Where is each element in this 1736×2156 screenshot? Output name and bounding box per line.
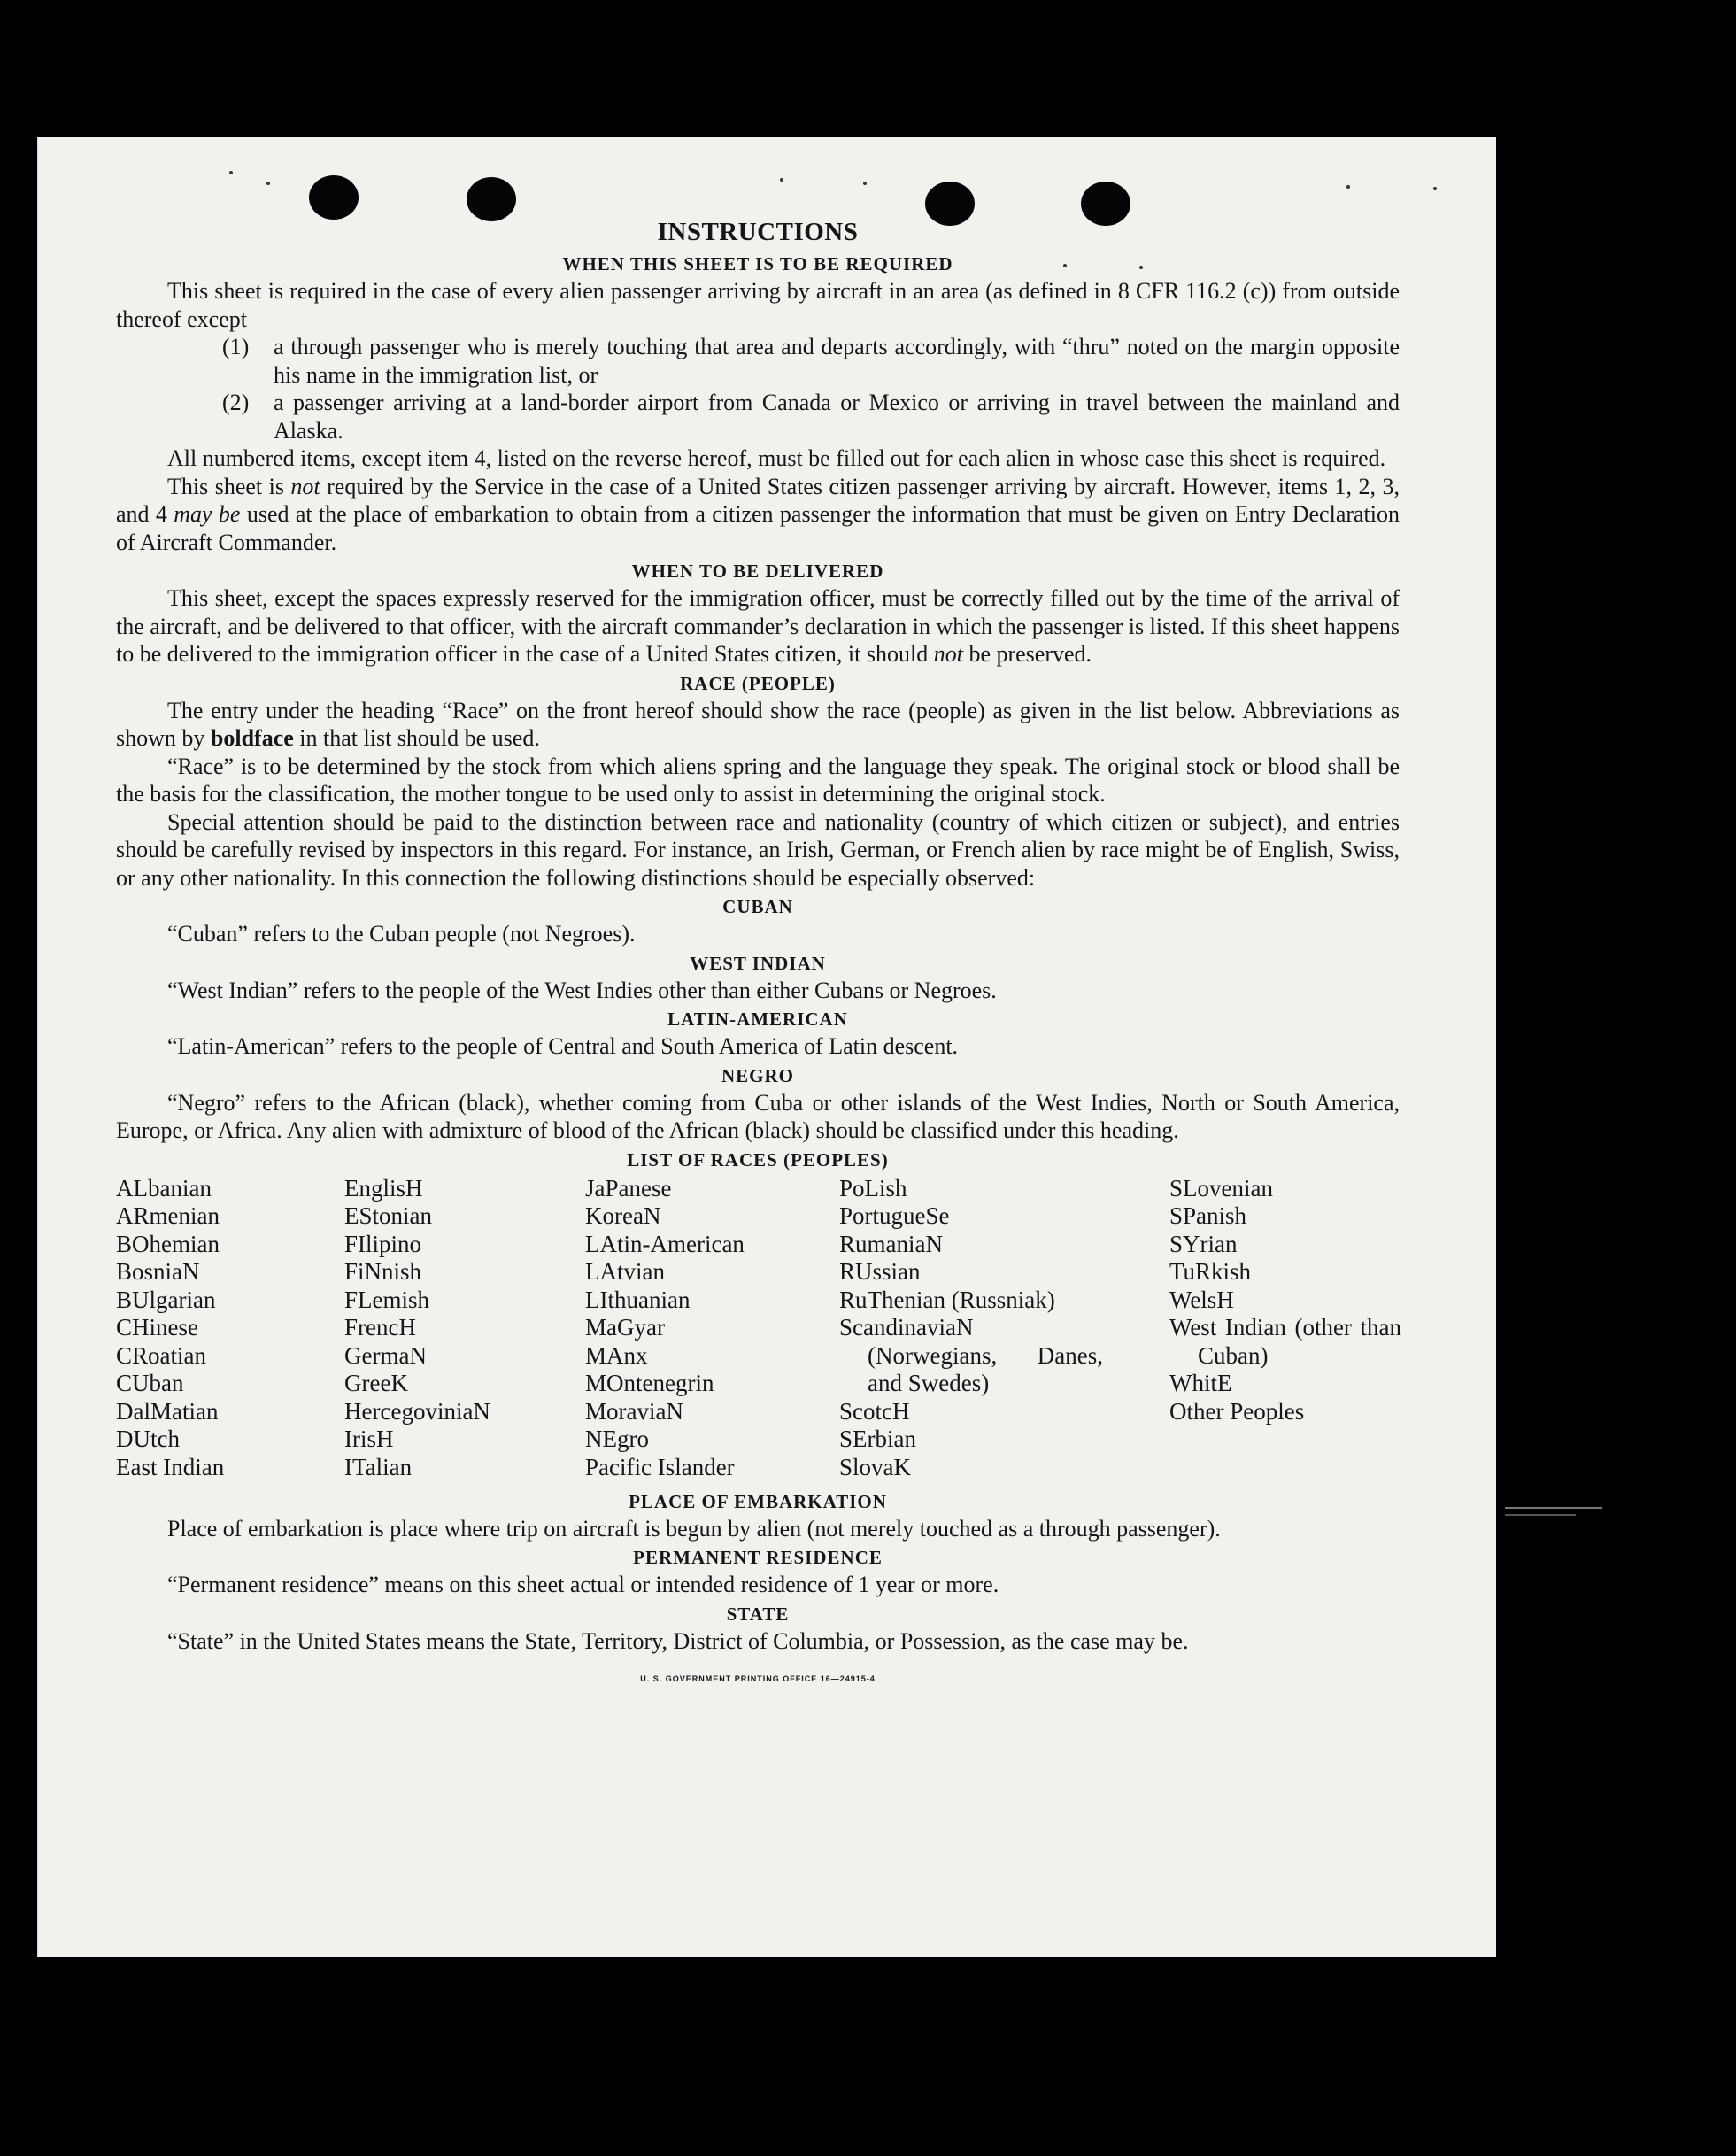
- race-entry: Other Peoples: [1169, 1397, 1305, 1425]
- race-entry: ARmenian: [116, 1202, 220, 1229]
- race-entry: SLovenian: [1169, 1174, 1273, 1202]
- race-entry: HercegoviniaN: [344, 1397, 490, 1425]
- list-text: a passenger arriving at a land-border airport from Canada or Mexico or arriving in travel between the mainland and Alaska.: [274, 390, 1400, 444]
- paragraph: “Race” is to be determined by the stock from which aliens spring and the language they speak. The original stock or blood shall be the basis for the classification, the mother tongue to be used only to assist in determining the original stock.: [116, 753, 1400, 807]
- race-entry: JaPanese: [585, 1174, 672, 1202]
- list-text: a through passenger who is merely touching that area and departs accordingly, with “thru” noted on the margin opposite his name in the immigration list, or: [274, 334, 1400, 388]
- race-entry: West Indian (other than Cuban): [1169, 1314, 1401, 1369]
- races-column: [839, 1175, 1103, 1482]
- heading-latin-american: LATIN-AMERICAN: [667, 1008, 848, 1030]
- race-entry: BosniaN: [116, 1258, 200, 1285]
- printer-imprint: U. S. GOVERNMENT PRINTING OFFICE 16—24915-4: [640, 1674, 876, 1683]
- race-entry: GreeK: [344, 1370, 408, 1396]
- race-entry: CRoatian: [116, 1341, 206, 1369]
- paragraph: Special attention should be paid to the distinction between race and nationality (country of which citizen or subject), and entries should be carefully revised by inspectors in this regard. For instance, an Irish, German, or French alien by race might be of English, Swiss, or any other nationality. In this connection the following distinctions should be especially observed:: [116, 808, 1400, 891]
- list-number: (2): [222, 390, 250, 415]
- race-entry: NEgro: [585, 1426, 649, 1452]
- page-title: INSTRUCTIONS: [657, 218, 859, 246]
- list-item: [222, 389, 1400, 444]
- race-entry: GermaN: [344, 1341, 427, 1369]
- race-entry: SPanish: [1169, 1202, 1247, 1229]
- races-column: [585, 1175, 745, 1482]
- heading-state: STATE: [726, 1603, 790, 1625]
- race-entry: CHinese: [116, 1314, 198, 1341]
- paragraph: All numbered items, except item 4, listed on the reverse hereof, must be filled out for each alien in whose case this sheet is required.: [167, 445, 1386, 471]
- paragraph: “Latin-American” refers to the people of Central and South America of Latin descent.: [167, 1033, 959, 1059]
- paragraph: This sheet, except the spaces expressly reserved for the immigration officer, must be correctly filled out by the time of the arrival of the aircraft, and be delivered to that officer, with the aircraft commander’s declaration in which the passenger is listed. If this sheet happens to be delivered to the immigration officer in the case of a United States citizen, it should not be preserved.: [116, 585, 1400, 667]
- race-entry: MaGyar: [585, 1314, 665, 1341]
- paragraph: “State” in the United States means the State, Territory, District of Columbia, or Possession, as the case may be.: [167, 1627, 1189, 1654]
- race-entry: DUtch: [116, 1426, 180, 1452]
- heading-place-of-embarkation: PLACE OF EMBARKATION: [629, 1490, 887, 1512]
- race-entry: MoraviaN: [585, 1397, 683, 1425]
- heading-race: RACE (PEOPLE): [680, 672, 836, 694]
- race-entry: TuRkish: [1169, 1258, 1252, 1285]
- race-entry: East Indian: [116, 1453, 225, 1480]
- paragraph: “West Indian” refers to the people of the West Indies other than either Cubans or Negroes.: [167, 977, 997, 1003]
- paragraph: This sheet is not required by the Service in the case of a United States citizen passenger arriving by aircraft. However, items 1, 2, 3, and 4 may be used at the place of embarkation to obtain from a citizen passenger the information that must be given on Entry Declaration of Aircraft Commander.: [116, 473, 1400, 555]
- race-entry: KoreaN: [585, 1202, 661, 1229]
- punch-hole: [309, 175, 359, 220]
- race-entry: ITalian: [344, 1453, 413, 1480]
- race-entry: RUssian: [839, 1258, 921, 1285]
- paragraph: “Cuban” refers to the Cuban people (not Negroes).: [167, 921, 636, 947]
- document-sheet: [37, 137, 1496, 1957]
- race-entry: RumaniaN: [839, 1230, 943, 1257]
- paragraph: Place of embarkation is place where trip on aircraft is begun by alien (not merely touched as a through passenger).: [167, 1515, 1221, 1542]
- heading-when-required: WHEN THIS SHEET IS TO BE REQUIRED: [562, 253, 953, 274]
- heading-list-of-races: LIST OF RACES (PEOPLES): [627, 1148, 889, 1171]
- instructions-content: [116, 215, 1400, 1694]
- race-entry: IrisH: [344, 1426, 394, 1452]
- heading-when-delivered: WHEN TO BE DELIVERED: [631, 560, 884, 582]
- race-entry: Pacific Islander: [585, 1453, 735, 1480]
- race-entry: MOntenegrin: [585, 1370, 714, 1396]
- race-entry: WhitE: [1169, 1370, 1232, 1396]
- races-column: [116, 1175, 224, 1482]
- heading-west-indian: WEST INDIAN: [690, 952, 826, 974]
- list-number: (1): [222, 334, 250, 359]
- race-entry: WelsH: [1169, 1286, 1234, 1313]
- race-entry: FLemish: [344, 1286, 430, 1313]
- paragraph: The entry under the heading “Race” on the front hereof should show the race (people) as given in the list below. Abbreviations as shown by boldface in that list should be used.: [116, 697, 1400, 751]
- race-entry: SlovaK: [839, 1453, 911, 1480]
- race-entry: SYrian: [1169, 1230, 1238, 1257]
- heading-negro: NEGRO: [721, 1064, 794, 1086]
- races-column: [344, 1175, 490, 1482]
- race-entry: ScotcH: [839, 1397, 910, 1425]
- heading-permanent-residence: PERMANENT RESIDENCE: [633, 1547, 883, 1568]
- race-entry: LAtin-American: [585, 1230, 745, 1257]
- race-entry: MAnx: [585, 1341, 648, 1369]
- race-entry: LIthuanian: [585, 1286, 691, 1313]
- race-entry: PoLish: [839, 1174, 907, 1202]
- races-column: [1169, 1175, 1401, 1426]
- list-item: [222, 333, 1400, 389]
- paragraph: “Permanent residence” means on this sheet actual or intended residence of 1 year or more.: [167, 1572, 999, 1597]
- race-entry: BUlgarian: [116, 1286, 216, 1313]
- race-entry: FrencH: [344, 1314, 416, 1341]
- race-entry: EnglisH: [344, 1174, 423, 1202]
- race-entry: LAtvian: [585, 1258, 665, 1285]
- heading-cuban: CUBAN: [722, 896, 793, 917]
- paragraph: This sheet is required in the case of every alien passenger arriving by aircraft in an area (as defined in 8 CFR 116.2 (c)) from outside thereof except: [116, 278, 1400, 332]
- race-entry: CUban: [116, 1370, 184, 1396]
- race-entry: FIlipino: [344, 1230, 422, 1257]
- race-entry: EStonian: [344, 1202, 432, 1229]
- race-entry: PortugueSe: [839, 1202, 950, 1229]
- race-entry: RuThenian (Russniak): [839, 1286, 1055, 1313]
- race-entry: FiNnish: [344, 1258, 422, 1285]
- races-list: [116, 1175, 1400, 1487]
- race-entry: ScandinaviaN (Norwegians, Danes, and Swedes): [839, 1314, 1103, 1396]
- paragraph: “Negro” refers to the African (black), whether coming from Cuba or other islands of the West Indies, North or South America, Europe, or Africa. Any alien with admixture of blood of the African (black) should be classified under this heading.: [116, 1089, 1400, 1143]
- race-entry: ALbanian: [116, 1174, 212, 1202]
- race-entry: SErbian: [839, 1426, 916, 1452]
- race-entry: DalMatian: [116, 1397, 219, 1425]
- race-entry: BOhemian: [116, 1230, 220, 1257]
